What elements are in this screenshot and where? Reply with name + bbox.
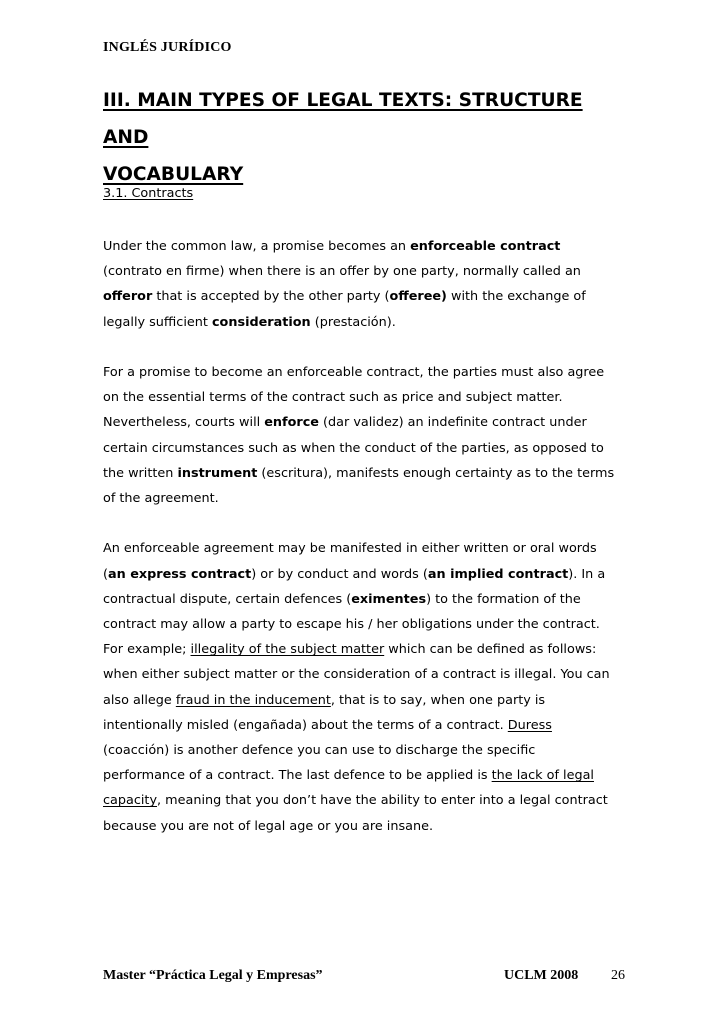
term-express-contract: an express contract [108,566,252,582]
text-line: when either subject matter or the consideration of a contract is illegal. You can [103,667,610,683]
term-offeror: offeror [103,289,153,305]
text-run: (dar validez) an indefinite contract under [318,415,587,431]
text-run: that is accepted by the other party ( [152,289,390,305]
text-run: ). In a [568,566,606,582]
text-run: Nevertheless, courts will [103,415,265,431]
term-implied-contract: an implied contract [427,566,569,582]
text-line: contract may allow a party to escape his / her obligations under the contract. [103,617,600,633]
text-line: (coacción) is another defence you can use to discharge the specific [103,743,536,759]
term-eximentes: eximentes [351,591,427,607]
text-line [103,763,628,788]
text-line [103,461,628,486]
footer-course-title: Master “Práctica Legal y Empresas” [103,968,323,983]
text-line [103,562,628,587]
text-line: on the essential terms of the contract such as price and subject matter. [103,390,563,406]
chapter-title-line-1: III. MAIN TYPES OF LEGAL TEXTS: STRUCTURE AND [103,90,583,148]
text-line [103,713,628,738]
text-line: For a promise to become an enforceable contract, the parties must also agree [103,365,605,380]
text-line [103,637,628,662]
term-enforceable-contract: enforceable contract [410,239,561,254]
term-offeree: offeree) [389,289,447,305]
chapter-title-line-2: VOCABULARY [103,164,244,185]
text-run: ) or by conduct and words ( [251,566,428,582]
term-enforce: enforce [264,415,319,431]
text-line [103,587,628,612]
text-run: (escritura), manifests enough certainty as to the terms [257,465,615,481]
page-number: 26 [611,968,625,983]
text-line [103,410,628,435]
text-line: because you are not of legal age or you are insane. [103,818,434,834]
footer-institution: UCLM 2008 [504,968,579,983]
running-header: INGLÉS JURÍDICO [103,40,232,55]
text-line [103,310,628,335]
text-line: (contrato en firme) when there is an offer by one party, normally called an [103,264,581,280]
term-fraud-in-inducement: fraud in the inducement [175,692,331,708]
section-heading-contracts: 3.1. Contracts [103,186,194,201]
text-run: intentionally misled (engañada) about the terms of a contract. [103,717,508,733]
text-run: For example; [103,642,191,658]
text-run: legally sufficient [103,314,212,330]
text-line [103,284,628,309]
text-run: ) to the formation of the [426,591,581,607]
term-instrument: instrument [177,465,258,481]
paragraph-3 [103,536,628,838]
text-line: An enforceable agreement may be manifested in either written or oral words [103,541,597,557]
text-line: certain circumstances such as when the conduct of the parties, as opposed to [103,440,604,456]
term-capacity: capacity [103,793,158,809]
term-duress: Duress [507,717,552,733]
text-run: , that is to say, when one party is [330,692,546,708]
text-run: Under the common law, a promise becomes an [103,239,411,254]
paragraph-1 [103,234,628,335]
text-run: , meaning that you don’t have the ability to enter into a legal contract [157,793,608,809]
text-run: contractual dispute, certain defences ( [103,591,352,607]
term-lack-of-legal-capacity: the lack of legal [491,768,594,784]
text-run: performance of a contract. The last defence to be applied is [103,768,492,784]
text-run: also allege [103,692,176,708]
text-run: ( [103,566,108,582]
text-run: (prestación). [310,314,396,330]
text-line [103,788,628,813]
text-run: which can be defined as follows: [384,642,597,658]
term-illegality-subject-matter: illegality of the subject matter [190,642,385,658]
text-run: with the exchange of [446,289,586,305]
paragraph-2 [103,360,628,511]
chapter-title [103,82,623,193]
term-consideration: consideration [211,314,311,330]
text-run: the written [103,465,178,481]
header-divider [103,66,623,67]
body-text [103,234,628,864]
text-line [103,234,628,259]
text-line: of the agreement. [103,491,219,507]
text-line [103,688,628,713]
